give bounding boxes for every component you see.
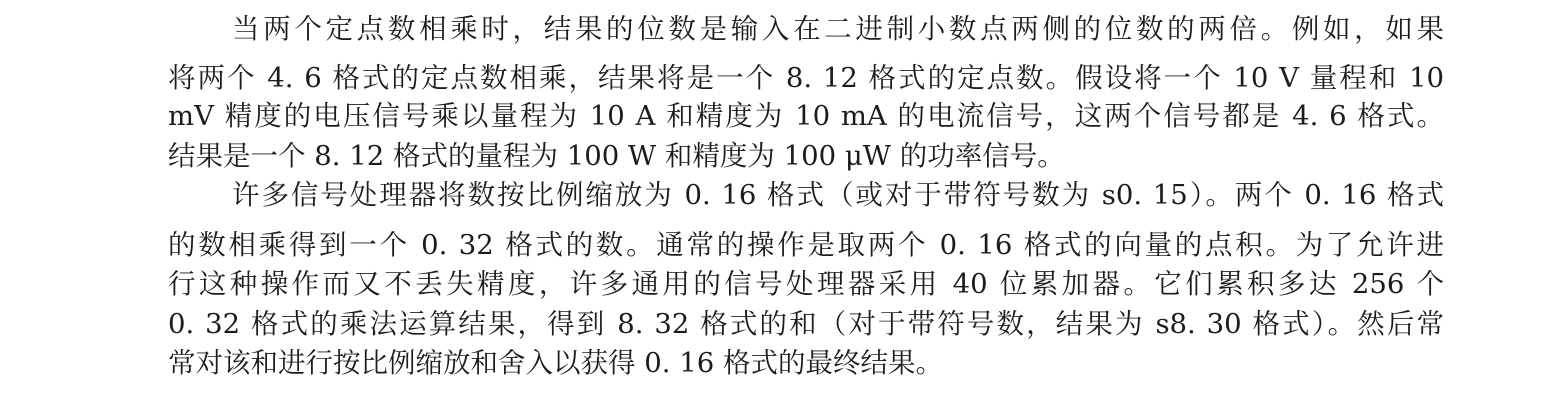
text-line: 常对该和进行按比例缩放和舍入以获得 0. 16 格式的最终结果。	[168, 347, 943, 379]
text-line: 许多信号处理器将数按比例缩放为 0. 16 格式（或对于带符号数为 s0. 15）。两个 0. 16 格式	[232, 179, 1444, 211]
text-line: 结果是一个 8. 12 格式的量程为 100 W 和精度为 100 μW 的功率信号。	[168, 140, 1065, 172]
text-line: 0. 32 格式的乘法运算结果，得到 8. 32 格式的和（对于带符号数，结果为 s8. 30 格式）。然后常	[168, 308, 1444, 340]
text-line: 当两个定点数相乘时，结果的位数是输入在二进制小数点两侧的位数的两倍。例如，如果	[232, 13, 1444, 45]
text-line: 将两个 4. 6 格式的定点数相乘，结果将是一个 8. 12 格式的定点数。假设将一个 10 V 量程和 10	[168, 62, 1444, 94]
text-line: 的数相乘得到一个 0. 32 格式的数。通常的操作是取两个 0. 16 格式的向量的点积。为了允许进	[168, 229, 1444, 261]
text-line: mV 精度的电压信号乘以量程为 10 A 和精度为 10 mA 的电流信号，这两个信号都是 4. 6 格式。	[168, 100, 1444, 132]
text-line: 行这种操作而又不丢失精度，许多通用的信号处理器采用 40 位累加器。它们累积多达 256 个	[168, 268, 1444, 300]
